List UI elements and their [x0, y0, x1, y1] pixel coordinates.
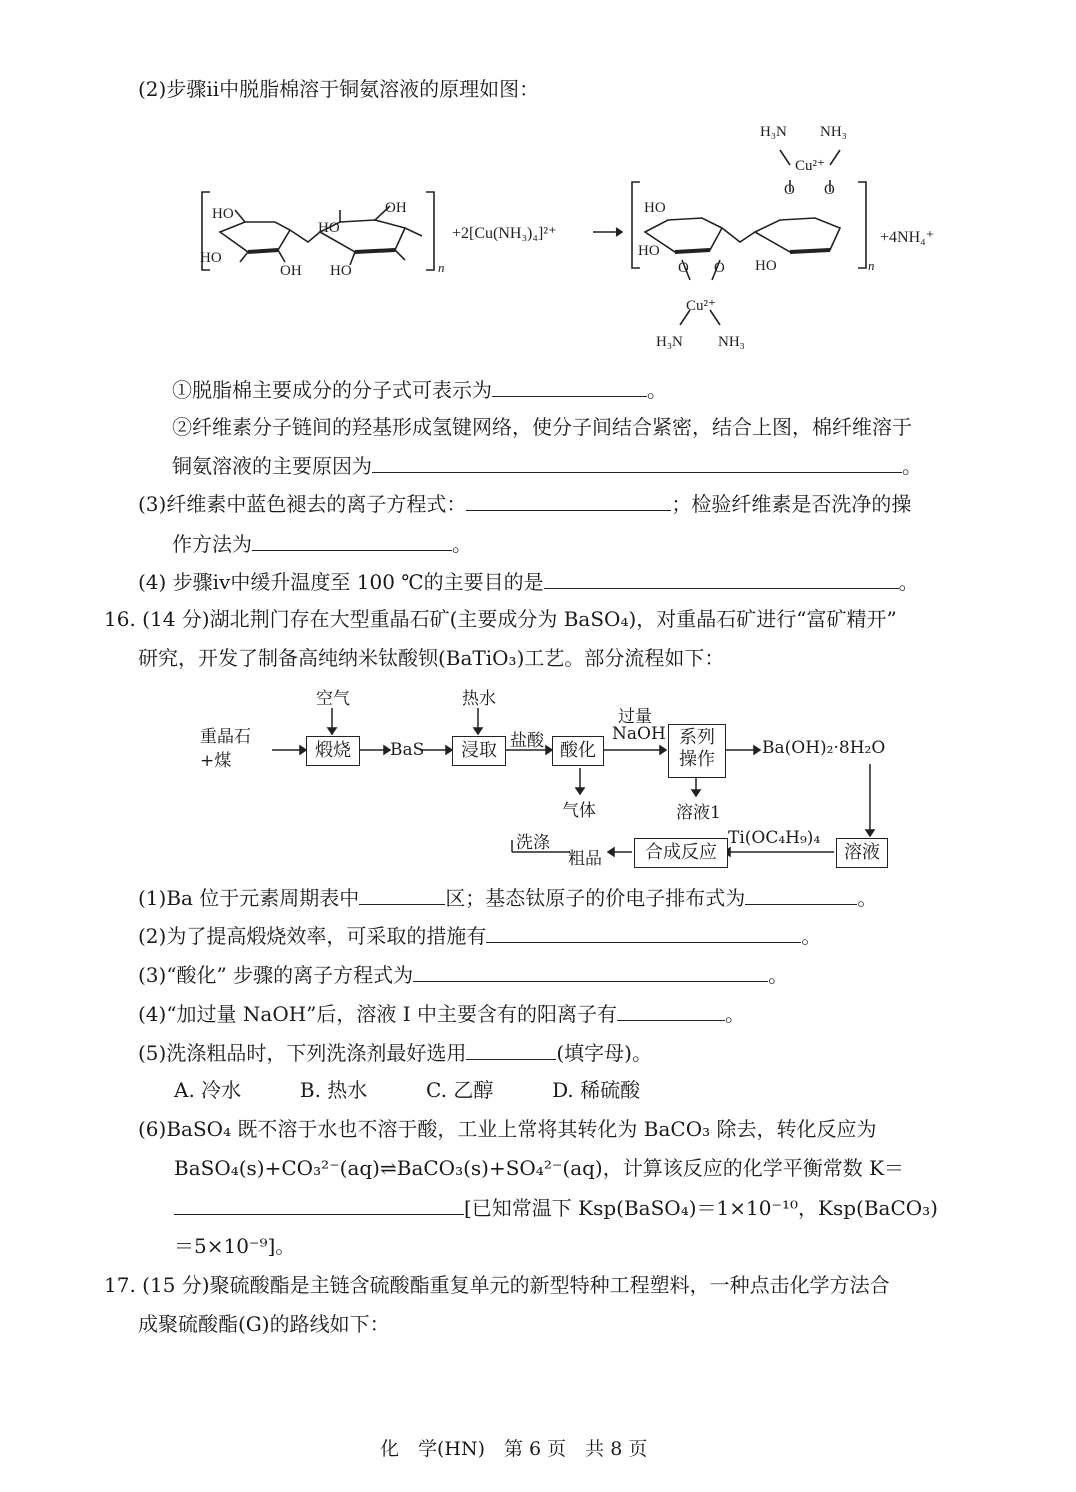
svg-text:HO: HO: [644, 200, 666, 216]
q15-part3: (3)纤维素中蓝色褪去的离子方程式： ；检验纤维素是否洗净的操: [138, 492, 912, 516]
bas-label: BaS: [390, 740, 425, 760]
q17-head: 17. (15 分)聚硫酸酯是主链含硫酸酯重复单元的新型特种工程塑料，一种点击化学方法合: [104, 1273, 890, 1297]
answer-blank[interactable]: [372, 452, 902, 473]
series-operation-box: 系列 操作: [668, 724, 726, 778]
solution1-label: 溶液1: [676, 803, 721, 823]
q16-sub3: (3)“酸化” 步骤的离子方程式为 。: [138, 963, 789, 987]
option-a[interactable]: A. 冷水: [174, 1078, 242, 1102]
q15-part4: (4) 步骤ⅳ中缓升温度至 100 ℃的主要目的是 。: [138, 570, 919, 594]
ho-mid-label: HO: [318, 220, 340, 236]
gas-label: 气体: [562, 801, 596, 821]
q16-sub6b: BaSO₄(s)+CO₃²⁻(aq)⇌BaCO₃(s)+SO₄²⁻(aq)，计算该反应的化学平衡常数 K＝: [174, 1156, 905, 1180]
process-flowchart: [190, 680, 930, 870]
q16-sub4: (4)“加过量 NaOH”后，溶液 Ⅰ 中主要含有的阳离子有 。: [138, 1002, 746, 1026]
svg-text:HO: HO: [755, 258, 777, 274]
h3n-bot: H₃N: [656, 334, 683, 350]
page-footer: 化 学(HN) 第 6 页 共 8 页: [380, 1438, 648, 1460]
option-d[interactable]: D. 稀硫酸: [552, 1078, 641, 1102]
q17-head2: 成聚硫酸酯(G)的路线如下：: [138, 1312, 390, 1336]
cu-top: Cu²⁺: [795, 158, 825, 174]
answer-blank[interactable]: [492, 376, 647, 397]
ho3-label: HO: [200, 250, 222, 266]
n-left: n: [438, 260, 445, 275]
calcine-box: 煅烧: [306, 736, 360, 766]
oh-top-label: OH: [385, 200, 407, 216]
option-b[interactable]: B. 热水: [299, 1078, 368, 1102]
answer-blank[interactable]: [413, 961, 768, 982]
svg-text:HO: HO: [638, 243, 660, 259]
raw-material-2: +煤: [200, 751, 232, 771]
q15-sub2b: 铜氨溶液的主要原因为 。: [172, 454, 922, 478]
ho6-label: HO: [212, 206, 234, 222]
answer-blank[interactable]: [745, 884, 857, 905]
q16-sub2: (2)为了提高煅烧效率，可采取的措施有 。: [138, 924, 822, 948]
option-c[interactable]: C. 乙醇: [426, 1078, 494, 1102]
q16-sub6a: (6)BaSO₄ 既不溶于水也不溶于酸，工业上常将其转化为 BaCO₃ 除去，转化反应为: [138, 1117, 877, 1141]
q16-options: [174, 1077, 640, 1103]
q16-sub6d: ＝5×10⁻⁹]。: [174, 1234, 296, 1258]
naoh-label-1: 过量: [618, 707, 652, 727]
q16-sub5: (5)洗涤粗品时，下列洗涤剂最好选用 (填字母)。: [138, 1041, 652, 1065]
answer-blank[interactable]: [252, 530, 452, 551]
answer-blank[interactable]: [466, 490, 671, 511]
svg-text:O: O: [824, 182, 835, 198]
answer-blank[interactable]: [174, 1194, 464, 1215]
q15-part3b: 作方法为 。: [172, 532, 472, 556]
nh3-bot: NH₃: [718, 334, 745, 350]
n-right: n: [868, 258, 875, 273]
solution-box: 溶液: [836, 838, 888, 868]
product-baoh2-label: Ba(OH)₂·8H₂O: [762, 738, 886, 758]
product-label: +4NH₄⁺: [880, 229, 935, 246]
q16-sub6c: [已知常温下 Ksp(BaSO₄)＝1×10⁻¹⁰，Ksp(BaCO₃): [174, 1194, 938, 1221]
answer-blank[interactable]: [466, 1039, 556, 1060]
wash-label: 洗涤: [516, 833, 550, 853]
ho-bot-label: HO: [330, 263, 352, 279]
raw-material-1: 重晶石: [200, 727, 251, 747]
answer-blank[interactable]: [544, 568, 899, 589]
answer-blank[interactable]: [617, 1000, 725, 1021]
crude-label: 粗品: [568, 849, 602, 869]
q15-sub1: ①脱脂棉主要成分的分子式可表示为 。: [172, 378, 667, 402]
reagent-label: +2[Cu(NH₃)₄]²⁺: [452, 225, 557, 242]
oh2-label: OH: [280, 263, 302, 279]
synthesis-box: 合成反应: [634, 838, 728, 868]
nh3-top: NH₃: [820, 124, 847, 140]
hcl-label: 盐酸: [510, 731, 544, 751]
q16-sub1: (1)Ba 位于元素周期表中 区；基态钛原子的价电子排布式为 。: [138, 886, 878, 910]
svg-text:O: O: [784, 182, 795, 198]
air-label: 空气: [316, 689, 350, 709]
q15-sub2a: ②纤维素分子链间的羟基形成氢键网络，使分子间结合紧密，结合上图，棉纤维溶于: [172, 415, 912, 439]
answer-blank[interactable]: [486, 922, 801, 943]
ti-reagent-label: Ti(OC₄H₉)₄: [728, 828, 821, 848]
answer-blank[interactable]: [359, 884, 445, 905]
naoh-label-2: NaOH: [612, 724, 666, 744]
q16-head2: 研究，开发了制备高纯纳米钛酸钡(BaTiO₃)工艺。部分流程如下：: [138, 646, 725, 670]
q16-head: 16. (14 分)湖北荆门存在大型重晶石矿(主要成分为 BaSO₄)，对重晶石矿进行“富矿精开”: [104, 607, 897, 631]
cu-bottom: Cu²⁺: [686, 298, 716, 314]
cellulose-copper-ammonia-diagram: [190, 110, 960, 360]
svg-text:O: O: [678, 260, 689, 276]
svg-text:O: O: [714, 260, 725, 276]
leach-box: 浸取: [452, 736, 506, 766]
acidify-box: 酸化: [552, 736, 604, 766]
h3n-top: H₃N: [760, 124, 787, 140]
hot-water-label: 热水: [462, 689, 496, 709]
q15-part2-intro: (2)步骤ⅱ中脱脂棉溶于铜氨溶液的原理如图：: [138, 77, 540, 101]
